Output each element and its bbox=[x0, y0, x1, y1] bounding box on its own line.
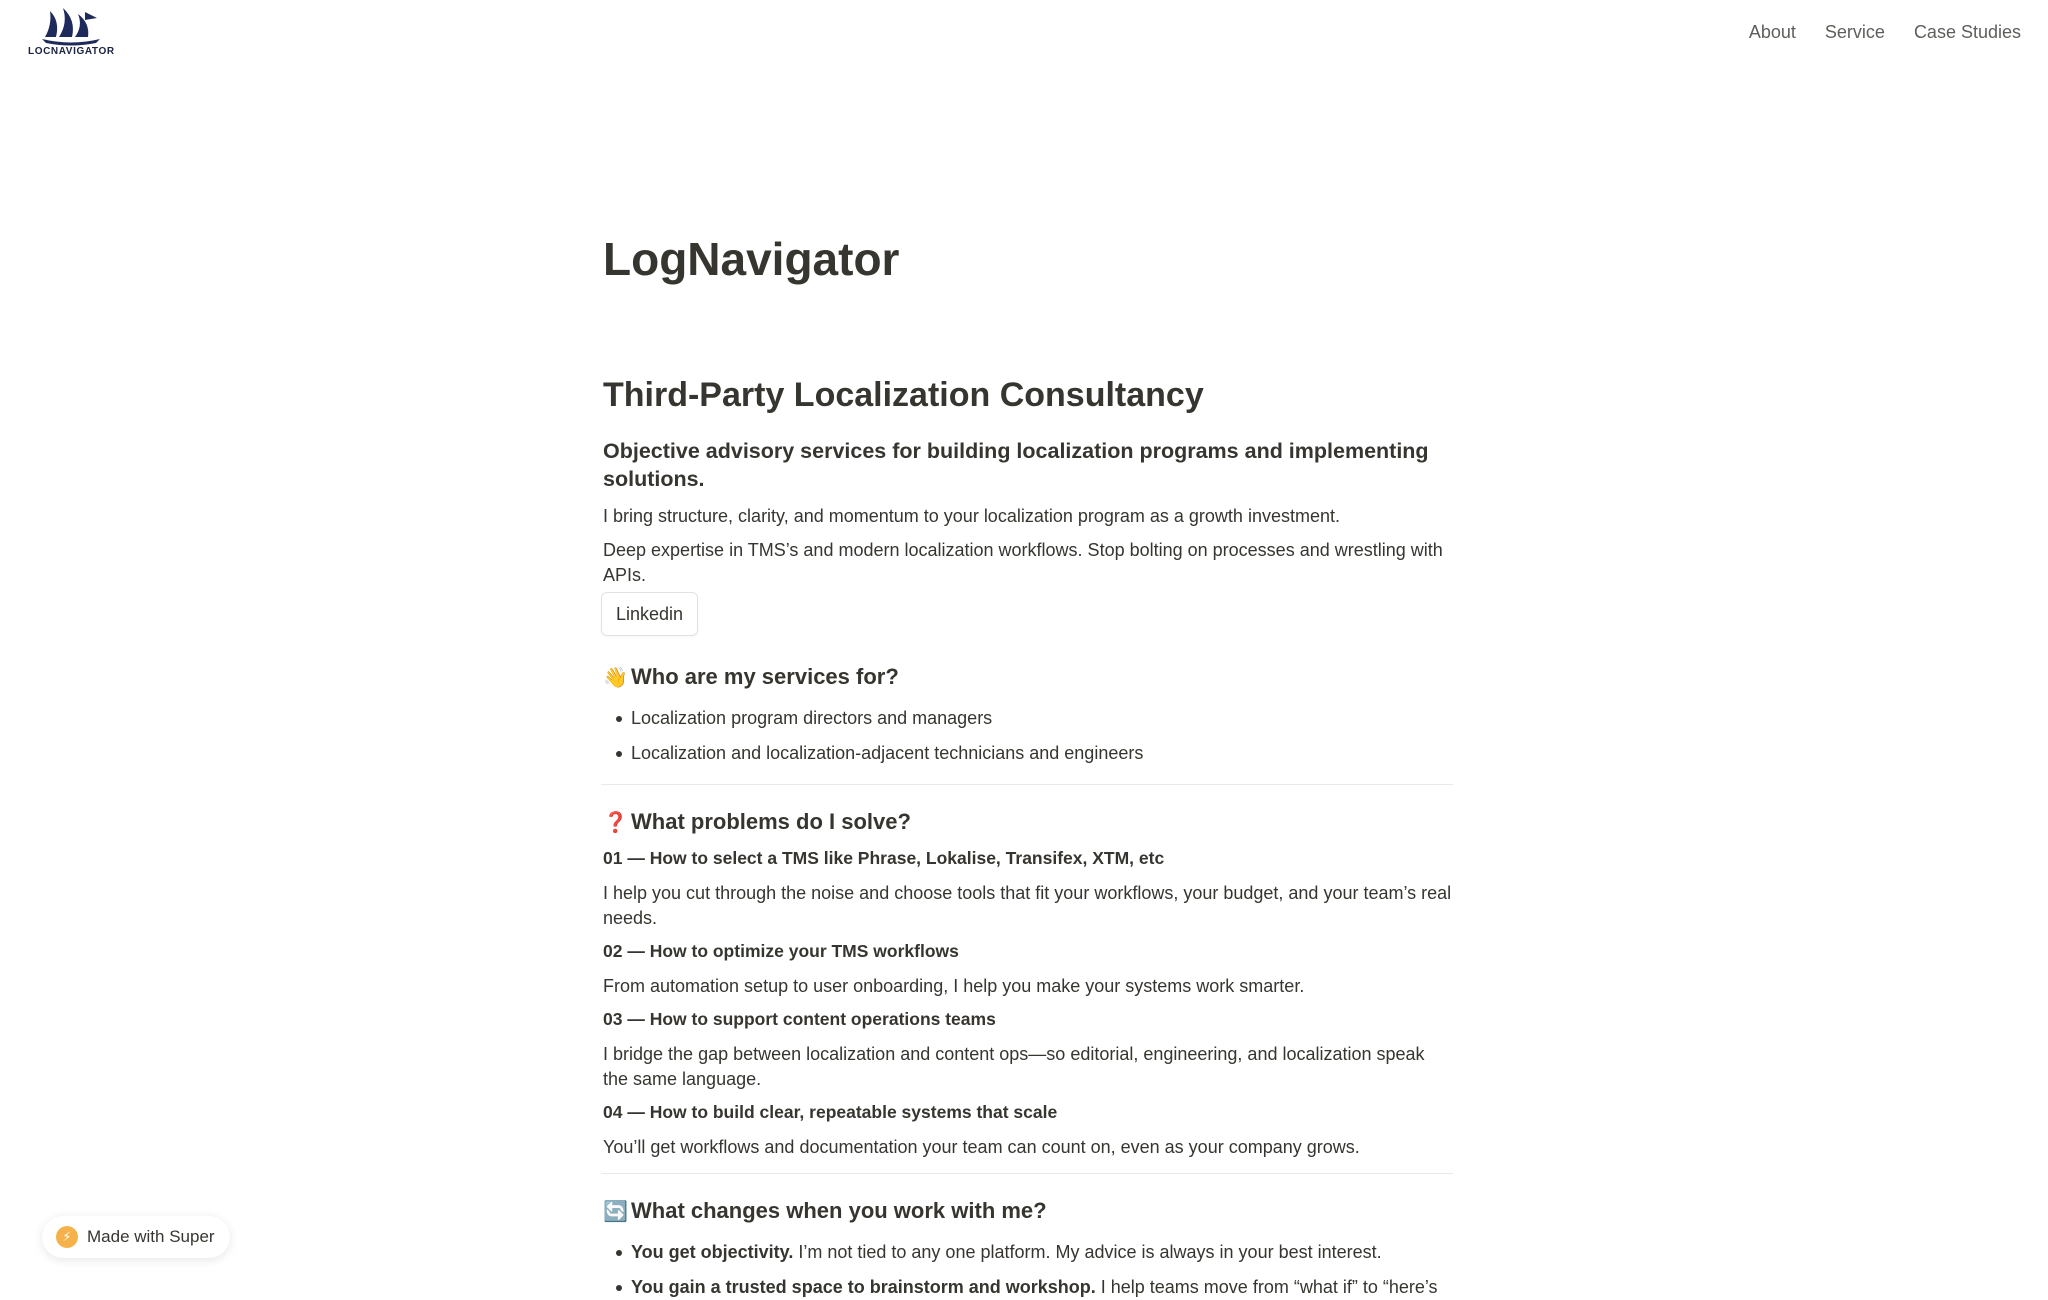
main-nav bbox=[1749, 22, 2021, 43]
audience-heading-text: Who are my services for? bbox=[631, 664, 899, 689]
page-subtitle: Objective advisory services for building localization programs and implementing solutions. bbox=[603, 439, 1429, 491]
intro-paragraph-1: I bring structure, clarity, and momentum to your localization program as a growth investment. bbox=[603, 506, 1340, 526]
logo-text: LOCNAVIGATOR bbox=[28, 46, 115, 57]
problem-body: I bridge the gap between localization and content ops—so editorial, engineering, and localization speak the same language. bbox=[603, 1044, 1425, 1089]
problems-heading-text: What problems do I solve? bbox=[631, 809, 911, 834]
arrows-cycle-icon: 🔄 bbox=[603, 1200, 628, 1223]
problem-title: 02 — How to optimize your TMS workflows bbox=[603, 941, 959, 961]
top-bar bbox=[0, 0, 2048, 80]
waving-hand-icon: 👋 bbox=[603, 666, 628, 689]
page-heading: Third-Party Localization Consultancy bbox=[603, 376, 1204, 414]
list-item-bold: You get objectivity. bbox=[631, 1242, 794, 1262]
list-item bbox=[631, 1275, 1461, 1300]
nav-about[interactable]: About bbox=[1748, 22, 1796, 42]
badge-label: Made with Super bbox=[87, 1227, 215, 1246]
problem-title: 01 — How to select a TMS like Phrase, Lokalise, Transifex, XTM, etc bbox=[603, 848, 1165, 868]
list-item: Localization program directors and managers bbox=[631, 706, 1461, 731]
linkedin-button[interactable]: Linkedin bbox=[601, 592, 698, 636]
changes-heading-text: What changes when you work with me? bbox=[631, 1198, 1047, 1223]
divider bbox=[601, 784, 1453, 785]
question-mark-icon: ❓ bbox=[603, 811, 628, 834]
problems-heading bbox=[603, 809, 911, 835]
logo[interactable] bbox=[28, 6, 114, 62]
list-item bbox=[631, 1240, 1461, 1265]
problem-body: You’ll get workflows and documentation your team can count on, even as your company grows. bbox=[603, 1137, 1360, 1157]
bolt-icon: ⚡ bbox=[56, 1226, 78, 1248]
list-item-text: I’m not tied to any one platform. My advice is always in your best interest. bbox=[793, 1242, 1382, 1262]
intro-paragraph-2: Deep expertise in TMS’s and modern localization workflows. Stop bolting on processes and wrestling with APIs. bbox=[603, 540, 1443, 585]
made-with-super-badge[interactable] bbox=[42, 1216, 230, 1258]
problem-body: I help you cut through the noise and choose tools that fit your workflows, your budget, and your team’s real needs. bbox=[603, 883, 1452, 928]
audience-heading bbox=[603, 664, 899, 690]
changes-heading bbox=[603, 1198, 1047, 1224]
ship-logo-icon bbox=[28, 6, 114, 46]
divider bbox=[601, 1173, 1453, 1174]
nav-service[interactable]: Service bbox=[1824, 22, 1885, 42]
list-item-bold: You gain a trusted space to brainstorm and workshop. bbox=[631, 1277, 1096, 1297]
list-item-text: I help teams move from “what if” to “here’s bbox=[1095, 1277, 1438, 1297]
problem-body: From automation setup to user onboarding, I help you make your systems work smarter. bbox=[603, 976, 1305, 996]
problem-title: 04 — How to build clear, repeatable systems that scale bbox=[603, 1102, 1058, 1122]
site-title: LogNavigator bbox=[603, 233, 900, 285]
list-item: Localization and localization-adjacent technicians and engineers bbox=[631, 741, 1461, 766]
problem-title: 03 — How to support content operations teams bbox=[603, 1009, 996, 1029]
nav-case-studies[interactable]: Case Studies bbox=[1913, 22, 2021, 42]
